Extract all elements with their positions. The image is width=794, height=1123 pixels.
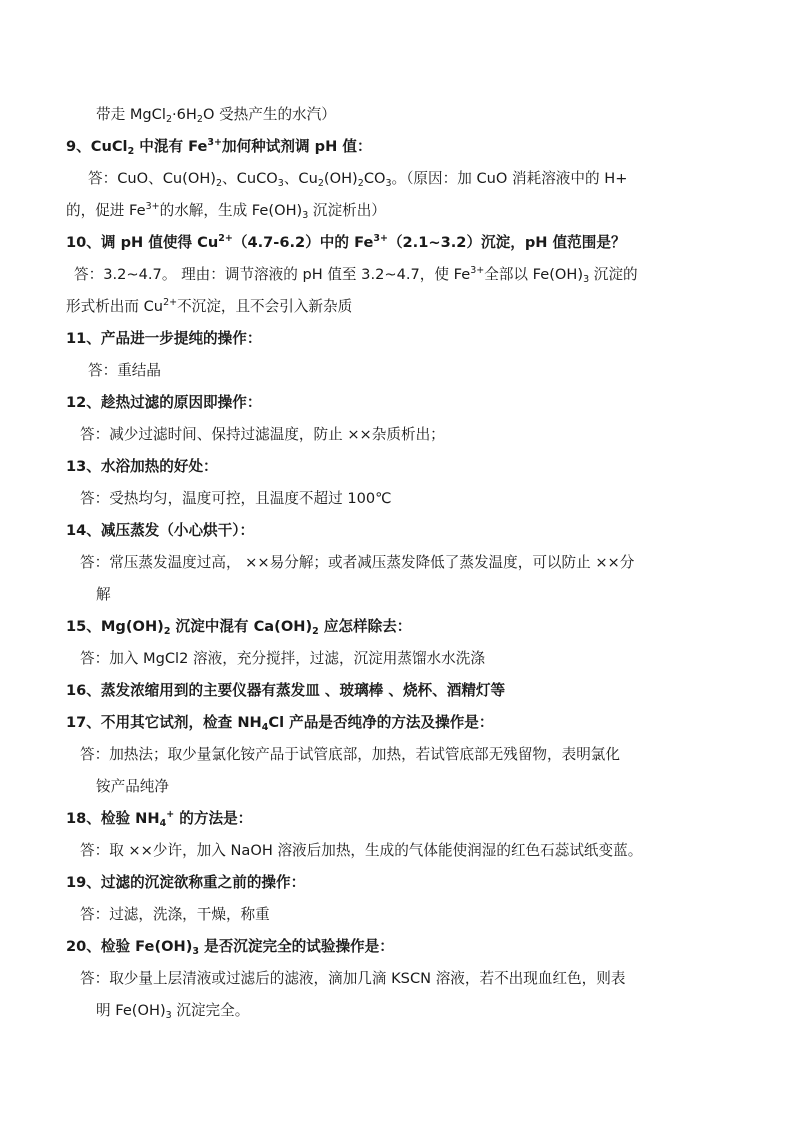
text-run: 答：过滤，洗涤，干燥，称重 (80, 906, 270, 923)
subscript: 3 (302, 210, 309, 221)
question-20 (66, 937, 394, 957)
text-run: Cl 产品是否纯净的方法及操作是： (268, 714, 494, 731)
text-run: 答：3.2~4.7。 理由：调节溶液的 pH 值至 3.2~4.7，使 Fe (74, 266, 471, 283)
subscript: 4 (261, 722, 269, 733)
text-run: 答：加热法；取少量氯化铵产品于试管底部，加热，若试管底部无残留物，表明氯化 (80, 746, 620, 763)
text-run: 答：取 ××少许，加入 NaOH 溶液后加热，生成的气体能使润湿的红色石蕊试纸变蓝。 (80, 842, 643, 859)
text-run: 18、检验 NH (66, 810, 160, 827)
text-run: 答：取少量上层清液或过滤后的滤液，滴加几滴 KSCN 溶液，若不出现血红色，则表 (80, 970, 626, 987)
text-run: 加何种试剂调 pH 值： (221, 138, 372, 155)
text-run: 16、蒸发浓缩用到的主要仪器有蒸发皿 、玻璃棒 、烧杯、酒精灯等 (66, 682, 506, 699)
answer-line (80, 489, 392, 509)
text-run: 答：加入 MgCl2 溶液，充分搅拌，过滤，沉淀用蒸馏水水洗涤 (80, 650, 485, 667)
subscript: 2 (312, 626, 319, 637)
superscript: 2+ (163, 297, 178, 308)
question-12 (66, 393, 261, 413)
text-run: 的方法是： (174, 810, 253, 827)
text-run: （4.7-6.2）中的 Fe (232, 234, 374, 251)
text-run: 不沉淀，且不会引入新杂质 (177, 298, 353, 315)
question-14 (66, 521, 254, 541)
text-run: 答：减少过滤时间、保持过滤温度，防止 ××杂质析出； (80, 426, 445, 443)
text-run: 9、CuCl (66, 138, 128, 155)
question-16 (66, 681, 505, 701)
text-run: O 受热产生的水汽） (202, 106, 336, 123)
text-run: CO (363, 170, 386, 187)
text-run: 答：受热均匀，温度可控，且温度不超过 100℃ (80, 490, 392, 507)
answer-line (96, 777, 169, 797)
text-run: 全部以 Fe(OH) (484, 266, 584, 283)
answer-line (88, 361, 161, 381)
text-run: （2.1~3.2）沉淀，pH 值范围是？ (387, 234, 626, 251)
text-run: ·6H (171, 106, 197, 123)
text-run: (OH) (323, 170, 358, 187)
subscript: 2 (165, 114, 172, 125)
subscript: 2 (317, 178, 324, 189)
text-run: 的，促进 Fe (66, 202, 146, 219)
superscript: 3+ (373, 233, 388, 244)
text-run: 、Cu (283, 170, 318, 187)
text-run: 沉淀中混有 Ca(OH) (170, 618, 313, 635)
text-run: 10、调 pH 值使得 Cu (66, 234, 219, 251)
question-19 (66, 873, 305, 893)
answer-line (80, 745, 620, 765)
text-run: 15、Mg(OH) (66, 618, 164, 635)
answer-line (74, 265, 638, 285)
answer-line (88, 169, 627, 189)
text-run: 11、产品进一步提纯的操作： (66, 330, 262, 347)
text-run: 应怎样除去： (318, 618, 412, 635)
question-9 (66, 137, 372, 157)
superscript: + (166, 809, 175, 820)
text-run: 17、不用其它试剂，检查 NH (66, 714, 262, 731)
answer-line (96, 585, 111, 605)
answer-line (80, 969, 625, 989)
text-run: 14、减压蒸发（小心烘干）： (66, 522, 255, 539)
text-run: 12、趁热过滤的原因即操作： (66, 394, 262, 411)
text-run: 铵产品纯净 (96, 778, 169, 795)
text-run: 明 Fe(OH) (96, 1002, 166, 1019)
subscript: 2 (163, 626, 171, 637)
subscript: 3 (192, 946, 200, 957)
subscript: 4 (159, 818, 167, 829)
answer-line (66, 201, 386, 221)
text-run: 。（原因：加 CuO 消耗溶液中的 H+ (391, 170, 628, 187)
text-run: 13、水浴加热的好处： (66, 458, 218, 475)
subscript: 3 (385, 178, 392, 189)
answer-line (80, 649, 485, 669)
subscript: 2 (216, 178, 223, 189)
text-run: 沉淀的 (589, 266, 638, 283)
text-run: 解 (96, 586, 111, 603)
answer-line (80, 905, 270, 925)
question-11 (66, 329, 261, 349)
superscript: 3+ (207, 137, 222, 148)
question-17 (66, 713, 494, 733)
text-run: 19、过滤的沉淀欲称重之前的操作： (66, 874, 306, 891)
text-run: 、CuCO (222, 170, 278, 187)
answer-line (80, 841, 642, 861)
answer-line (96, 1001, 249, 1021)
question-15 (66, 617, 411, 637)
subscript: 2 (357, 178, 364, 189)
subscript: 2 (127, 146, 135, 157)
text-run: 沉淀析出） (308, 202, 386, 219)
text-run: 沉淀完全。 (171, 1002, 250, 1019)
subscript: 3 (277, 178, 284, 189)
answer-line (66, 297, 352, 317)
text-run: 中混有 Fe (134, 138, 208, 155)
text-run: 带走 MgCl (96, 106, 166, 123)
question-13 (66, 457, 218, 477)
text-run: 20、检验 Fe(OH) (66, 938, 193, 955)
text-run: 形式析出而 Cu (66, 298, 164, 315)
question-10 (66, 233, 626, 253)
superscript: 2+ (218, 233, 233, 244)
superscript: 3+ (145, 201, 160, 212)
answer-line (96, 105, 336, 125)
text-run: 答：重结晶 (88, 362, 161, 379)
text-run: 的水解，生成 Fe(OH) (159, 202, 303, 219)
text-run: 答：CuO、Cu(OH) (88, 170, 216, 187)
text-run: 是否沉淀完全的试验操作是： (199, 938, 394, 955)
subscript: 2 (196, 114, 203, 125)
answer-line (80, 425, 445, 445)
superscript: 3+ (470, 265, 485, 276)
text-run: 答：常压蒸发温度过高， ××易分解；或者减压蒸发降低了蒸发温度，可以防止 ××分 (80, 554, 635, 571)
subscript: 3 (165, 1010, 172, 1021)
answer-line (80, 553, 634, 573)
question-18 (66, 809, 252, 829)
subscript: 3 (583, 274, 590, 285)
